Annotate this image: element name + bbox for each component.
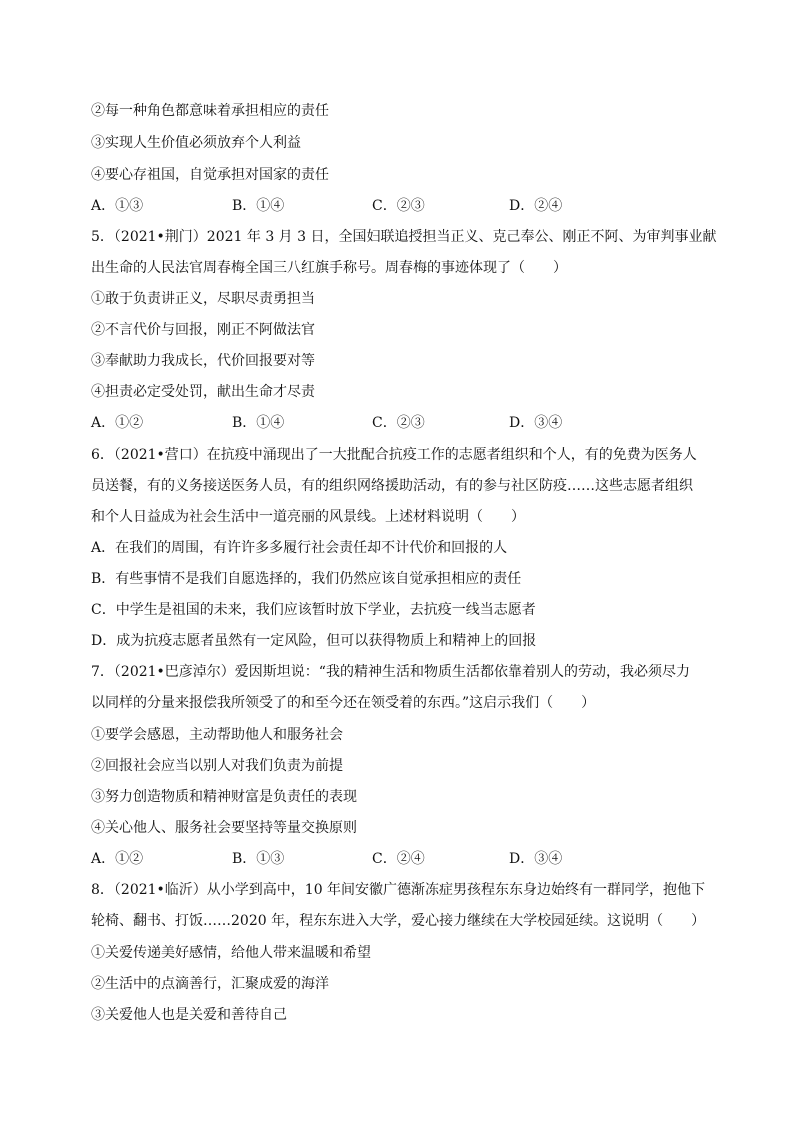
question-stem: 5．（2021•荆门）2021 年 3 月 3 日，全国妇联追授担当正义、克己奉公、刚正不阿、为审判事业献 <box>91 229 717 245</box>
choice-b[interactable]: B．有些事情不是我们自愿选择的，我们仍然应该自觉承担相应的责任 <box>91 571 522 587</box>
option-d[interactable]: D．③④ <box>509 415 563 431</box>
statement-1: ①敢于负责讲正义，尽职尽责勇担当 <box>91 291 315 307</box>
question-stem: 6．（2021•营口）在抗疫中涌现出了一大批配合抗疫工作的志愿者组织和个人，有的免费为医务人 <box>91 447 697 463</box>
question-stem: 以同样的分量来报偿我所领受了的和至今还在领受着的东西。”这启示我们（ ） <box>91 695 596 711</box>
option-c[interactable]: C．②④ <box>372 851 425 867</box>
question-stem: 员送餐，有的义务接送医务人员，有的组织网络援助活动，有的参与社区防疫……这些志愿者组织 <box>91 478 693 494</box>
option-b[interactable]: B．①④ <box>232 415 285 431</box>
option-a[interactable]: A．①③ <box>91 198 144 214</box>
statement-4: ④要心存祖国，自觉承担对国家的责任 <box>91 167 329 183</box>
statement-3: ③奉献助力我成长，代价回报要对等 <box>91 353 315 369</box>
choice-a[interactable]: A．在我们的周围，有许许多多履行社会责任却不计代价和回报的人 <box>91 540 508 556</box>
statement-3: ③关爱他人也是关爱和善待自己 <box>91 1007 287 1023</box>
option-a[interactable]: A．①② <box>91 851 144 867</box>
statement-4: ④关心他人、服务社会要坚持等量交换原则 <box>91 820 357 836</box>
option-d[interactable]: D．③④ <box>509 851 563 867</box>
question-stem: 轮椅、翻书、打饭……2020 年，程东东进入大学，爱心接力继续在大学校园延续。这说明（ ） <box>91 913 706 929</box>
statement-3: ③努力创造物质和精神财富是负责任的表现 <box>91 789 357 805</box>
question-stem: 7．（2021•巴彦淖尔）爱因斯坦说：“我的精神生活和物质生活都依靠着别人的劳动，我必须尽力 <box>91 664 690 680</box>
option-b[interactable]: B．①③ <box>232 851 285 867</box>
option-d[interactable]: D．②④ <box>509 198 563 214</box>
option-c[interactable]: C．②③ <box>372 198 425 214</box>
statement-2: ②每一种角色都意味着承担相应的责任 <box>91 103 329 119</box>
option-c[interactable]: C．②③ <box>372 415 425 431</box>
question-stem: 出生命的人民法官周春梅全国三八红旗手称号。周春梅的事迹体现了（ ） <box>91 260 567 276</box>
statement-4: ④担责必定受处罚，献出生命才尽责 <box>91 384 315 400</box>
question-stem: 和个人日益成为社会生活中一道亮丽的风景线。上述材料说明（ ） <box>91 509 525 525</box>
statement-2: ②回报社会应当以别人对我们负责为前提 <box>91 758 343 774</box>
option-a[interactable]: A．①② <box>91 415 144 431</box>
statement-1: ①关爱传递美好感情，给他人带来温暖和希望 <box>91 945 371 961</box>
option-b[interactable]: B．①④ <box>232 198 285 214</box>
statement-2: ②不言代价与回报，刚正不阿做法官 <box>91 322 315 338</box>
statement-2: ②生活中的点滴善行，汇聚成爱的海洋 <box>91 976 329 992</box>
statement-1: ①要学会感恩，主动帮助他人和服务社会 <box>91 727 343 743</box>
choice-d[interactable]: D．成为抗疫志愿者虽然有一定风险，但可以获得物质上和精神上的回报 <box>91 633 537 649</box>
choice-c[interactable]: C．中学生是祖国的未来，我们应该暂时放下学业，去抗疫一线当志愿者 <box>91 602 536 618</box>
question-stem: 8．（2021•临沂）从小学到高中，10 年间安徽广德渐冻症男孩程东东身边始终有一群同学，抱他下 <box>91 882 706 898</box>
statement-3: ③实现人生价值必须放弃个人利益 <box>91 135 301 151</box>
